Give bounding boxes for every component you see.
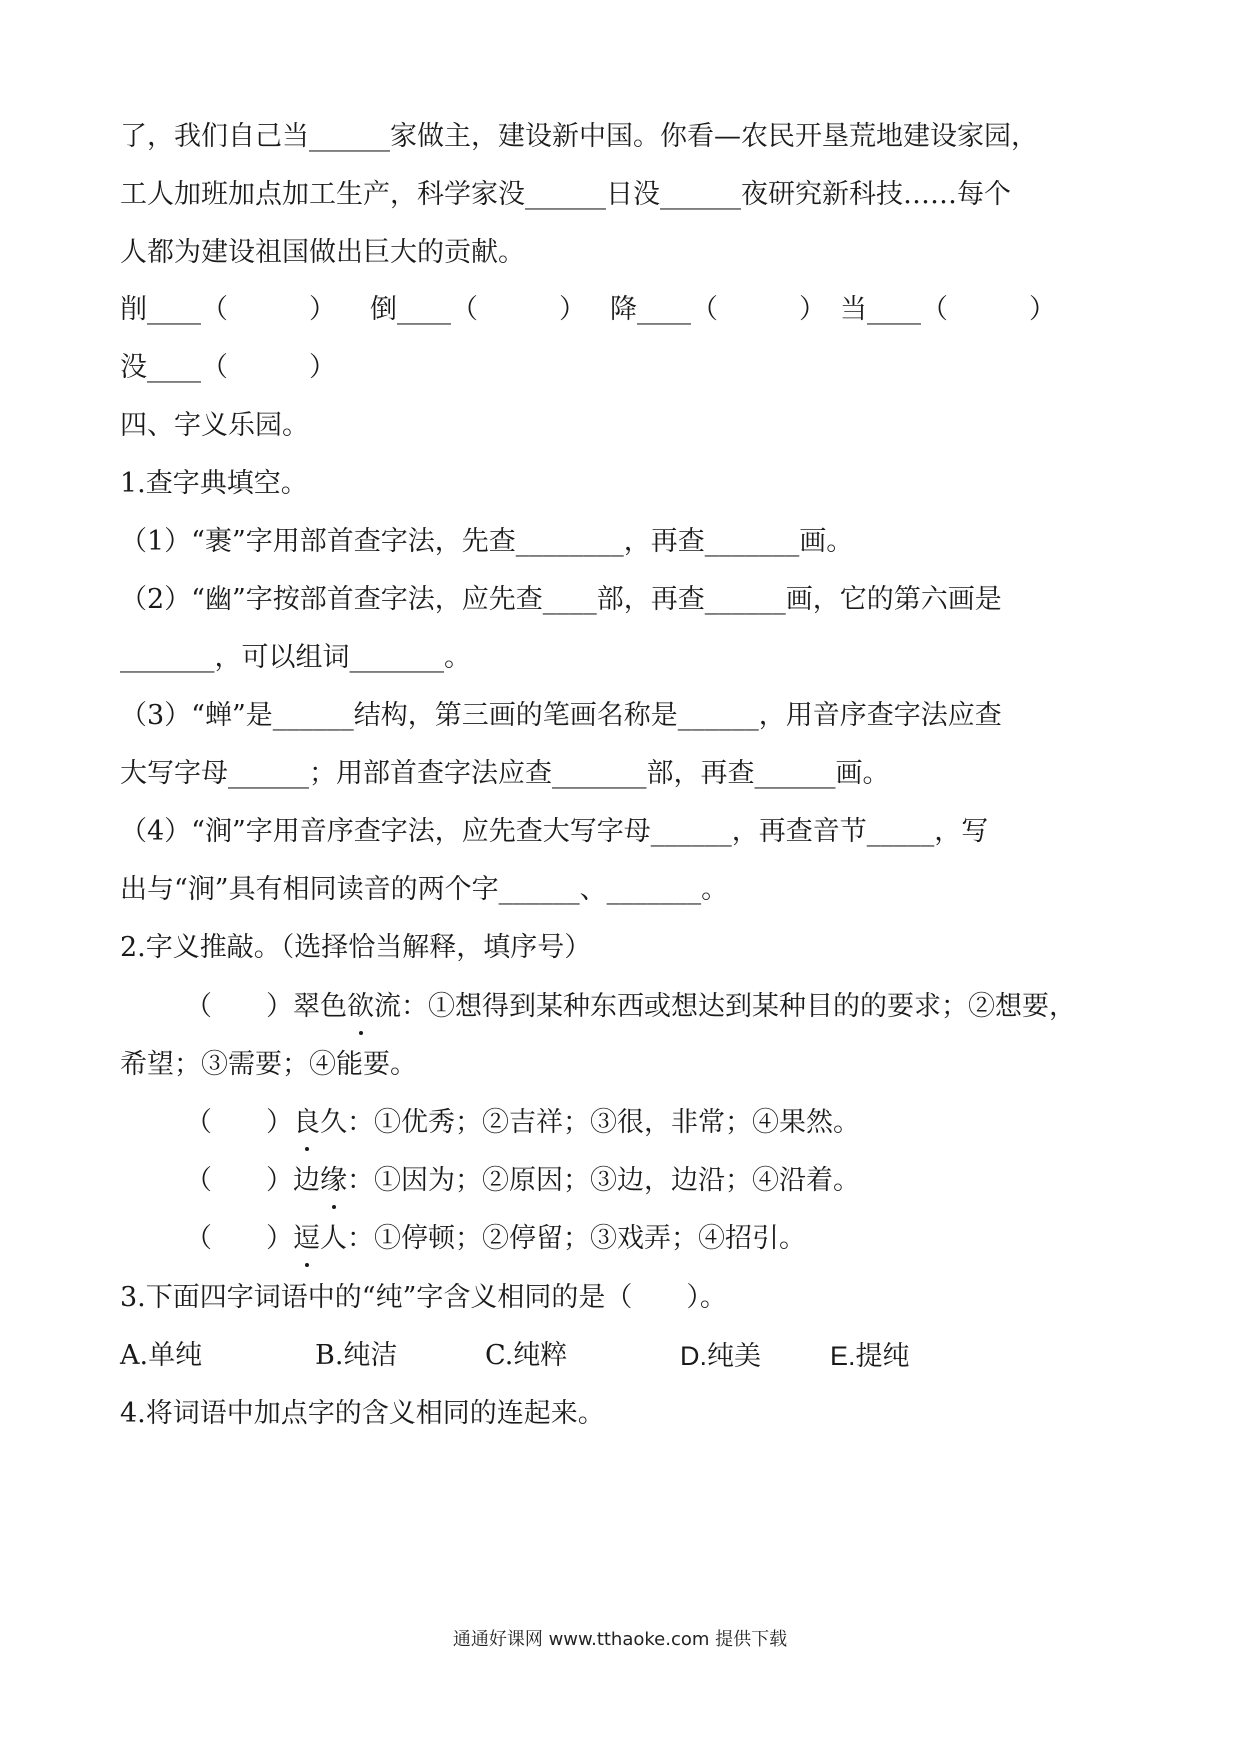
- pinyin-blank-mei: 没____（ ）: [120, 352, 336, 383]
- question-1-part-4a: （4）“涧”字用音序查字法，应先查大写字母______，再查音节_____，写: [120, 816, 989, 847]
- dotted-character: 缘: [320, 1161, 347, 1201]
- option-e: E.提纯: [830, 1341, 910, 1371]
- item-definitions: ：①因为；②原因；③边，边沿；④沿着。: [347, 1165, 860, 1196]
- dotted-character: 欲: [347, 987, 374, 1027]
- passage-line-2: 工人加班加点加工生产，科学家没______日没______夜研究新科技……每个: [120, 179, 1011, 210]
- question-2-item-3: [185, 1161, 1195, 1201]
- question-2-item-1-continued: 希望；③需要；④能要。: [120, 1049, 417, 1080]
- item-definitions: 人：①停顿；②停留；③戏弄；④招引。: [320, 1223, 806, 1254]
- item-prefix: 边: [293, 1165, 320, 1196]
- option-d: D.纯美: [680, 1341, 761, 1371]
- dotted-character: 逗: [293, 1219, 320, 1259]
- pinyin-blank-xue: 削____（ ）: [120, 294, 336, 325]
- footer-watermark: 通通好课网 www.tthaoke.com 提供下载: [452, 1629, 788, 1650]
- pinyin-blank-dang: 当____（ ）: [840, 294, 1056, 325]
- question-1-part-2a: （2）“幽”字按部首查字法，应先查____部，再查______画，它的第六画是: [120, 584, 1002, 615]
- item-definitions: 流：①想得到某种东西或想达到某种目的的要求；②想要，: [374, 991, 1076, 1022]
- answer-paren: （ ）: [185, 1107, 293, 1138]
- question-3-title: 3.下面四字词语中的“纯”字含义相同的是（ ）。: [120, 1282, 727, 1313]
- option-a: A.单纯: [120, 1340, 203, 1371]
- question-2-title: 2.字义推敲。（选择恰当解释，填序号）: [120, 932, 592, 963]
- pinyin-blank-dao: 倒____（ ）: [370, 294, 586, 325]
- passage-line-3: 人都为建设祖国做出巨大的贡献。: [120, 237, 525, 268]
- question-1-part-1: （1）“裹”字用部首查字法，先查________，再查_______画。: [120, 526, 854, 557]
- question-1-part-3b: 大写字母______；用部首查字法应查_______部，再查______画。: [120, 758, 890, 789]
- question-1-part-3a: （3）“蝉”是______结构，第三画的笔画名称是______，用音序查字法应查: [120, 700, 1002, 731]
- question-2-item-2: [185, 1103, 1195, 1143]
- pinyin-blank-jiang: 降____（ ）: [610, 294, 826, 325]
- question-1-part-2b: _______，可以组词_______。: [120, 642, 471, 673]
- answer-paren: （ ）: [185, 1223, 293, 1254]
- item-definitions: 久：①优秀；②吉祥；③很，非常；④果然。: [320, 1107, 860, 1138]
- item-prefix: 翠色: [293, 991, 347, 1022]
- section-heading: 四、字义乐园。: [120, 410, 309, 441]
- answer-paren: （ ）: [185, 991, 293, 1022]
- passage-line-1: 了，我们自己当______家做主，建设新中国。你看—农民开垦荒地建设家园，: [120, 121, 1038, 152]
- dotted-character: 良: [293, 1103, 320, 1143]
- question-1-title: 1.查字典填空。: [120, 468, 308, 499]
- question-2-item-4: [185, 1219, 1195, 1259]
- option-c: C.纯粹: [485, 1340, 568, 1371]
- question-1-part-4b: 出与“涧”具有相同读音的两个字______、_______。: [120, 874, 729, 905]
- question-2-item-1: [185, 987, 1195, 1027]
- option-b: B.纯洁: [315, 1340, 398, 1371]
- question-4-title: 4.将词语中加点字的含义相同的连起来。: [120, 1398, 605, 1429]
- answer-paren: （ ）: [185, 1165, 293, 1196]
